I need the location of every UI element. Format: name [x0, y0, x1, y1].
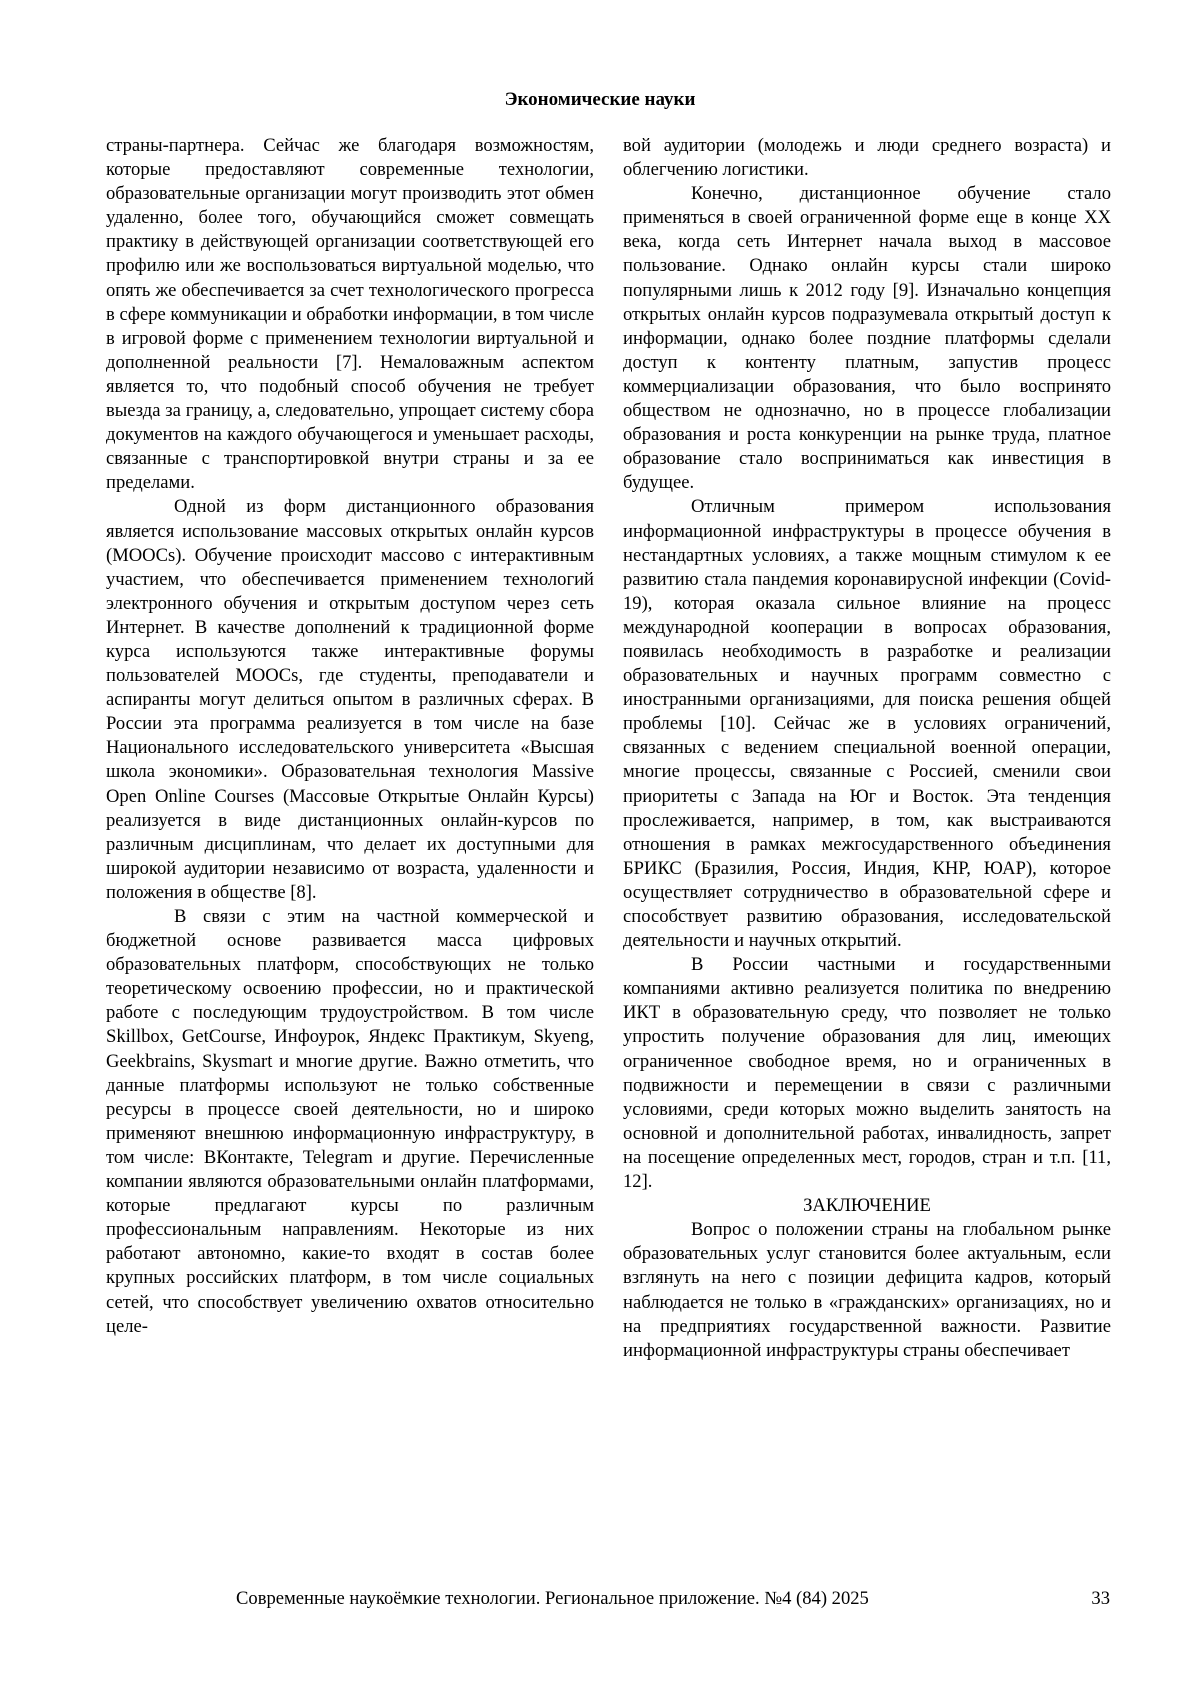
journal-title: Современные наукоёмкие технологии. Региональное приложение. №4 (84) 2025	[236, 1588, 869, 1609]
paragraph: Конечно, дистанционное обучение стало применяться в своей ограниченной форме еще в конце XX века, когда сеть Интернет начала выход в массовое пользование. Однако онлайн курсы стали широко популярными лишь к 2012 году [9]. Изначально концепция открытых онлайн курсов подразумевала открытый доступ к информации, однако более поздние платформы сделали доступ к контенту платным, запустив процесс коммерциализации образования, что было воспринято обществом не однозначно, но в процессе глобализации образования и роста конкуренции на рынке труда, платное образование стало восприниматься как инвестиция в будущее.	[623, 183, 1111, 494]
paragraph: Одной из форм дистанционного образования является использование массовых открытых онлайн курсов (MOOCs). Обучение происходит массово с интерактивным участием, что обеспечивается применением технологий электронного обучения и открытым доступом через сеть Интернет. В качестве дополнений к традиционной форме курса используются также интерактивные форумы пользователей MOOCs, где студенты, преподаватели и аспиранты могут делиться опытом в различных сферах. В России эта программа реализуется в том числе на базе Национального исследовательского университета «Высшая школа экономики». Образовательная технология Massive Open Online Courses (Массовые Открытые Онлайн Курсы) реализуется в виде дистанционных онлайн-курсов по различным дисциплинам, что делает их доступными для широкой аудитории независимо от возраста, удаленности и положения в обществе [8].	[106, 496, 594, 903]
paragraph: вой аудитории (молодежь и люди среднего возраста) и облегчению логистики.	[623, 135, 1111, 181]
right-column	[623, 134, 1111, 1363]
paragraph: страны-партнера. Сейчас же благодаря возможностям, которые предоставляют современные технологии, образовательные организации могут производить этот обмен удаленно, более того, обучающийся сможет совмещать практику в действующей организации соответствующей его профилю или же воспользоваться виртуальной моделью, что опять же обеспечивается за счет технологического прогресса в сфере коммуникации и обработки информации, в том числе в игровой форме с применением технологии виртуальной и дополненной реальности [7]. Немаловажным аспектом является то, что подобный способ обучения не требует выезда за границу, а, следовательно, упрощает систему сбора документов на каждого обучающегося и уменьшает расходы, связанные с транспортировкой внутри страны и за ее пределами.	[106, 135, 594, 494]
paragraph: Отличным примером использования информационной инфраструктуры в процессе обучения в нестандартных условиях, а также мощным стимулом к ее развитию стала пандемия коронавирусной инфекции (Covid-19), которая оказала сильное влияние на процесс международной кооперации в вопросах образования, появилась необходимость в разработке и реализации образовательных и научных программ совместно с иностранными организациями, для поиска решения общей проблемы [10]. Сейчас же в условиях ограничений, связанных с ведением специальной военной операции, многие процессы, связанные с Россией, сменили свои приоритеты с Запада на Юг и Восток. Эта тенденция прослеживается, например, в том, как выстраиваются отношения в рамках межгосударственного объединения БРИКС (Бразилия, Россия, Индия, КНР, ЮАР), которое осуществляет сотрудничество в образовательной сфере и способствует развитию образования, исследовательской деятельности и научных открытий.	[623, 496, 1111, 952]
section-heading: ЗАКЛЮЧЕНИЕ	[803, 1195, 931, 1217]
paragraph: Вопрос о положении страны на глобальном рынке образовательных услуг становится более актуальным, если взглянуть на него с позиции дефицита кадров, который наблюдается не только в «гражданских» организациях, но и на предприятиях государственной важности. Развитие информационной инфраструктуры страны обеспечивает	[623, 1219, 1111, 1361]
page-number: 33	[1091, 1588, 1110, 1609]
paragraph: В связи с этим на частной коммерческой и бюджетной основе развивается масса цифровых образовательных платформ, способствующих не только теоретическому освоению профессии, но и практической работе с последующим трудоустройством. В том числе Skillbox, GetCourse, Инфоурок, Яндекс Практикум, Skyeng, Geekbrains, Skysmart и многие другие. Важно отметить, что данные платформы используют не только собственные ресурсы в процессе своей деятельности, но и широко применяют внешнюю информационную инфраструктуру, в том числе: ВКонтакте, Telegram и другие. Перечисленные компании являются образовательными онлайн платформами, которые предлагают курсы по различным профессиональным направлениям. Некоторые из них работают автономно, какие-то входят в состав более крупных российских платформ, в том числе социальных сетей, что способствует увеличению охватов относительно целе-	[106, 906, 594, 1337]
paragraph: В России частными и государственными компаниями активно реализуется политика по внедрению ИКТ в образовательную среду, что позволяет не только упростить получение образования для лиц, имеющих ограниченное свободное время, но и ограниченных в подвижности и перемещении в связи с различными условиями, среди которых можно выделить занятость на основной и дополнительной работах, инвалидность, запрет на посещение определенных мест, городов, стран и т.п. [11, 12].	[623, 954, 1111, 1193]
running-head: Экономические науки	[504, 89, 696, 110]
left-column	[106, 134, 594, 1339]
